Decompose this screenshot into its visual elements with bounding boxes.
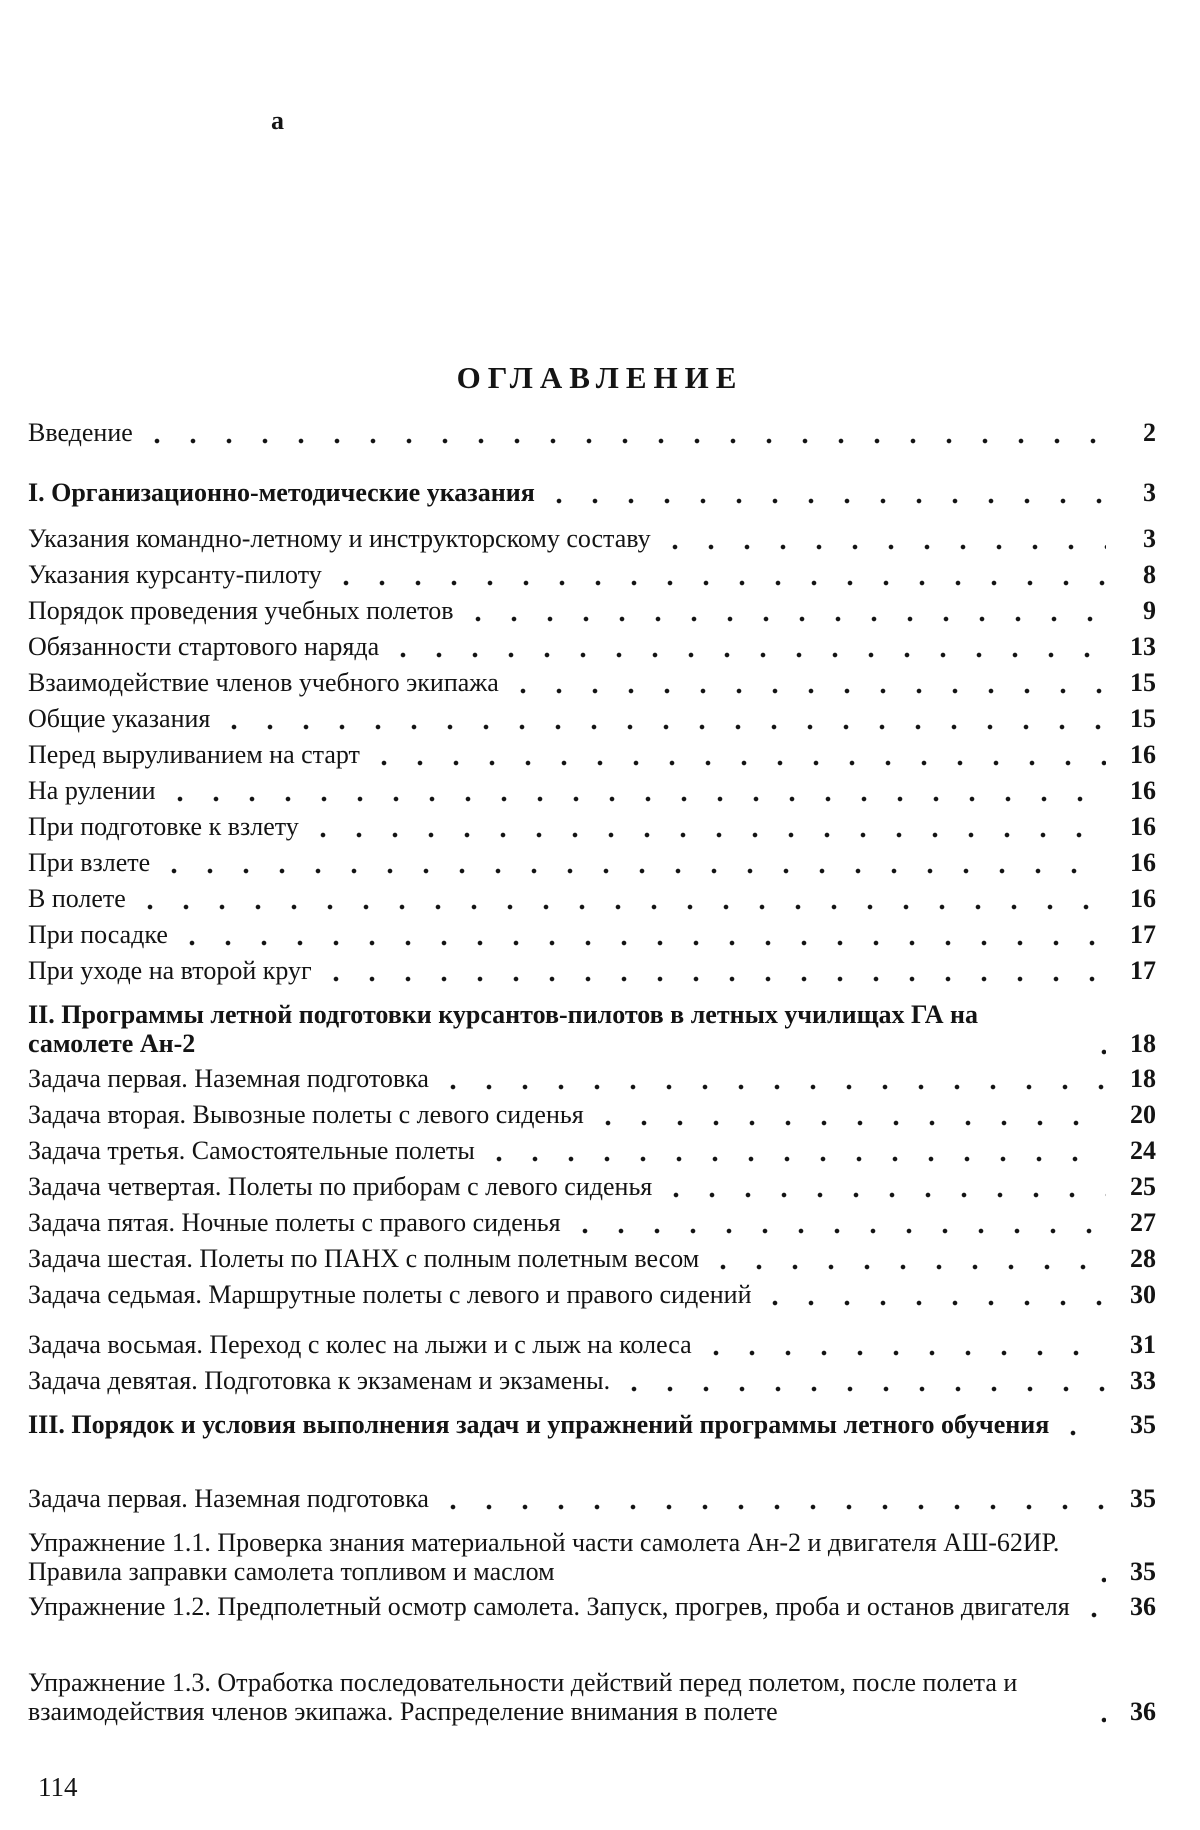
dot-leader [132,884,1106,913]
toc-entry-page: 3 [1143,478,1156,507]
toc-entry [28,1064,1156,1093]
toc-entry-page: 18 [1130,1029,1156,1058]
toc-entry-title: Упражнение 1.2. Предполетный осмотр самолета. Запуск, прогрев, проба и останов двигателя [28,1592,1070,1621]
page-title: ОГЛАВЛЕНИЕ [456,360,744,395]
dot-leader [366,740,1106,769]
toc-entry-page: 31 [1130,1330,1156,1359]
toc-entry-page: 16 [1130,776,1156,805]
dot-leader [757,1280,1106,1309]
toc-entry-title: Указания курсанту-пилоту [28,560,322,589]
toc-entry-title: Задача третья. Самостоятельные полеты [28,1136,475,1165]
toc-entry-title: Введение [28,418,133,447]
toc-entry-title: Задача первая. Наземная подготовка [28,1064,429,1093]
dot-leader [1086,1029,1106,1058]
toc-entry-title: На рулении [28,776,156,805]
toc-entry-page: 25 [1130,1172,1156,1201]
dot-leader [385,632,1106,661]
dot-leader [328,560,1106,589]
toc-entry [28,478,1156,507]
page-number: 114 [38,1772,78,1802]
toc-entry-title: Перед выруливанием на старт [28,740,360,769]
toc-entry-page: 9 [1143,596,1156,625]
toc-entry [28,418,1156,447]
toc-entry-page: 15 [1130,668,1156,697]
dot-leader [139,418,1106,447]
toc-entry-title: II. Программы летной подготовки курсантов-пилотов в летных училищах ГА на самолете Ан-2 [28,1000,979,1058]
toc-entry-page: 24 [1130,1136,1156,1165]
toc-entry-page: 35 [1130,1410,1156,1439]
toc-entry-page: 20 [1130,1100,1156,1129]
toc-entry [28,776,1156,805]
stray-mark: a [271,106,284,135]
toc-entry-page: 16 [1130,884,1156,913]
toc-entry-title: Указания командно-летному и инструкторскому составу [28,524,651,553]
dot-leader [435,1064,1106,1093]
dot-leader [505,668,1106,697]
dot-leader [162,776,1106,805]
toc-entry-title: Порядок проведения учебных полетов [28,596,454,625]
dot-leader [318,956,1106,985]
toc-entry-page: 28 [1130,1244,1156,1273]
toc-entry-page: 35 [1130,1484,1156,1513]
toc-entry-title: III. Порядок и условия выполнения задач и упражнений программы летного обучения [28,1410,1050,1439]
dot-leader [698,1330,1106,1359]
dot-leader [174,920,1106,949]
toc-entry-page: 16 [1130,740,1156,769]
toc-entry-title: Задача шестая. Полеты по ПАНХ с полным полетным весом [28,1244,700,1273]
toc-entry [28,668,1156,697]
toc-entry [28,704,1156,733]
toc-entry [28,632,1156,661]
toc-entry-page: 18 [1130,1064,1156,1093]
toc-entry [28,920,1156,949]
dot-leader [305,812,1106,841]
dot-leader [657,524,1106,553]
toc-entry-title: Задача седьмая. Маршрутные полеты с левого и правого сидений [28,1280,752,1309]
toc-entry [28,740,1156,769]
dot-leader [658,1172,1106,1201]
toc-entry [28,884,1156,913]
toc-entry-title: Задача первая. Наземная подготовка [28,1484,429,1513]
toc-entry-title: При посадке [28,920,168,949]
toc-entry-title: Общие указания [28,704,211,733]
toc-entry [28,1136,1156,1165]
toc-entry [28,1172,1156,1201]
dot-leader [481,1136,1106,1165]
toc-entry-page: 35 [1130,1557,1156,1586]
toc-entry [28,1100,1156,1129]
toc-entry [28,596,1156,625]
dot-leader [567,1208,1106,1237]
toc-entry-page: 17 [1130,920,1156,949]
dot-leader [616,1366,1106,1395]
toc-entry-page: 15 [1130,704,1156,733]
toc-entry [28,1668,1156,1726]
toc-entry-title: Задача четвертая. Полеты по приборам с левого сиденья [28,1172,653,1201]
toc-entry-page: 17 [1130,956,1156,985]
dot-leader [460,596,1107,625]
toc-entry-title: Обязанности стартового наряда [28,632,380,661]
dot-leader [156,848,1106,877]
toc-entry-title: Задача девятая. Подготовка к экзаменам и экзамены. [28,1366,611,1395]
toc-entry-page: 16 [1130,812,1156,841]
toc-entry [28,1000,1156,1058]
toc-entry [28,1592,1156,1621]
toc-entry-title: Задача вторая. Вывозные полеты с левого сиденья [28,1100,584,1129]
toc-entry-title: I. Организационно-методические указания [28,478,535,507]
toc-entry-page: 36 [1130,1697,1156,1726]
toc-entry [28,1208,1156,1237]
toc-entry-page: 8 [1143,560,1156,589]
toc-entry [28,560,1156,589]
toc-entry [28,1484,1156,1513]
toc-entry-page: 16 [1130,848,1156,877]
toc-entry-page: 27 [1130,1208,1156,1237]
dot-leader [216,704,1106,733]
toc-entry-title: Упражнение 1.3. Отработка последовательности действий перед полетом, после полета и взаимодействия членов экипажа. Распределение внимания в полете [28,1668,1018,1726]
toc-entry-page: 2 [1143,418,1156,447]
dot-leader [1076,1592,1106,1621]
toc-entry-title: Задача пятая. Ночные полеты с правого сиденья [28,1208,561,1237]
toc-entry [28,956,1156,985]
dot-leader [541,478,1106,507]
toc-entry [28,1366,1156,1395]
toc-entry [28,1330,1156,1359]
dot-leader [590,1100,1106,1129]
dot-leader [705,1244,1106,1273]
toc-entry-title: При взлете [28,848,151,877]
toc-entry-page: 3 [1143,524,1156,553]
dot-leader [1086,1557,1106,1586]
toc-entry-title: При подготовке к взлету [28,812,299,841]
toc-entry-title: Взаимодействие членов учебного экипажа [28,668,499,697]
toc-entry-page: 36 [1130,1592,1156,1621]
toc-entry-page: 30 [1130,1280,1156,1309]
toc-entry [28,1410,1156,1439]
dot-leader [1055,1410,1106,1439]
toc-entry-page: 13 [1130,632,1156,661]
toc-entry-title: При уходе на второй круг [28,956,312,985]
dot-leader [1086,1697,1106,1726]
toc-entry-title: Задача восьмая. Переход с колес на лыжи и с лыж на колеса [28,1330,692,1359]
toc-entry-page: 33 [1130,1366,1156,1395]
toc-entry [28,524,1156,553]
toc-entry [28,848,1156,877]
toc-entry-title: Упражнение 1.1. Проверка знания материальной части самолета Ан-2 и двигателя АШ-62ИР. Правила заправки самолета топливом и маслом [28,1528,1060,1586]
toc-entry [28,1244,1156,1273]
toc-entry [28,812,1156,841]
toc-entry [28,1528,1156,1586]
toc-entry-title: В полете [28,884,126,913]
toc-entry [28,1280,1156,1309]
dot-leader [435,1484,1106,1513]
